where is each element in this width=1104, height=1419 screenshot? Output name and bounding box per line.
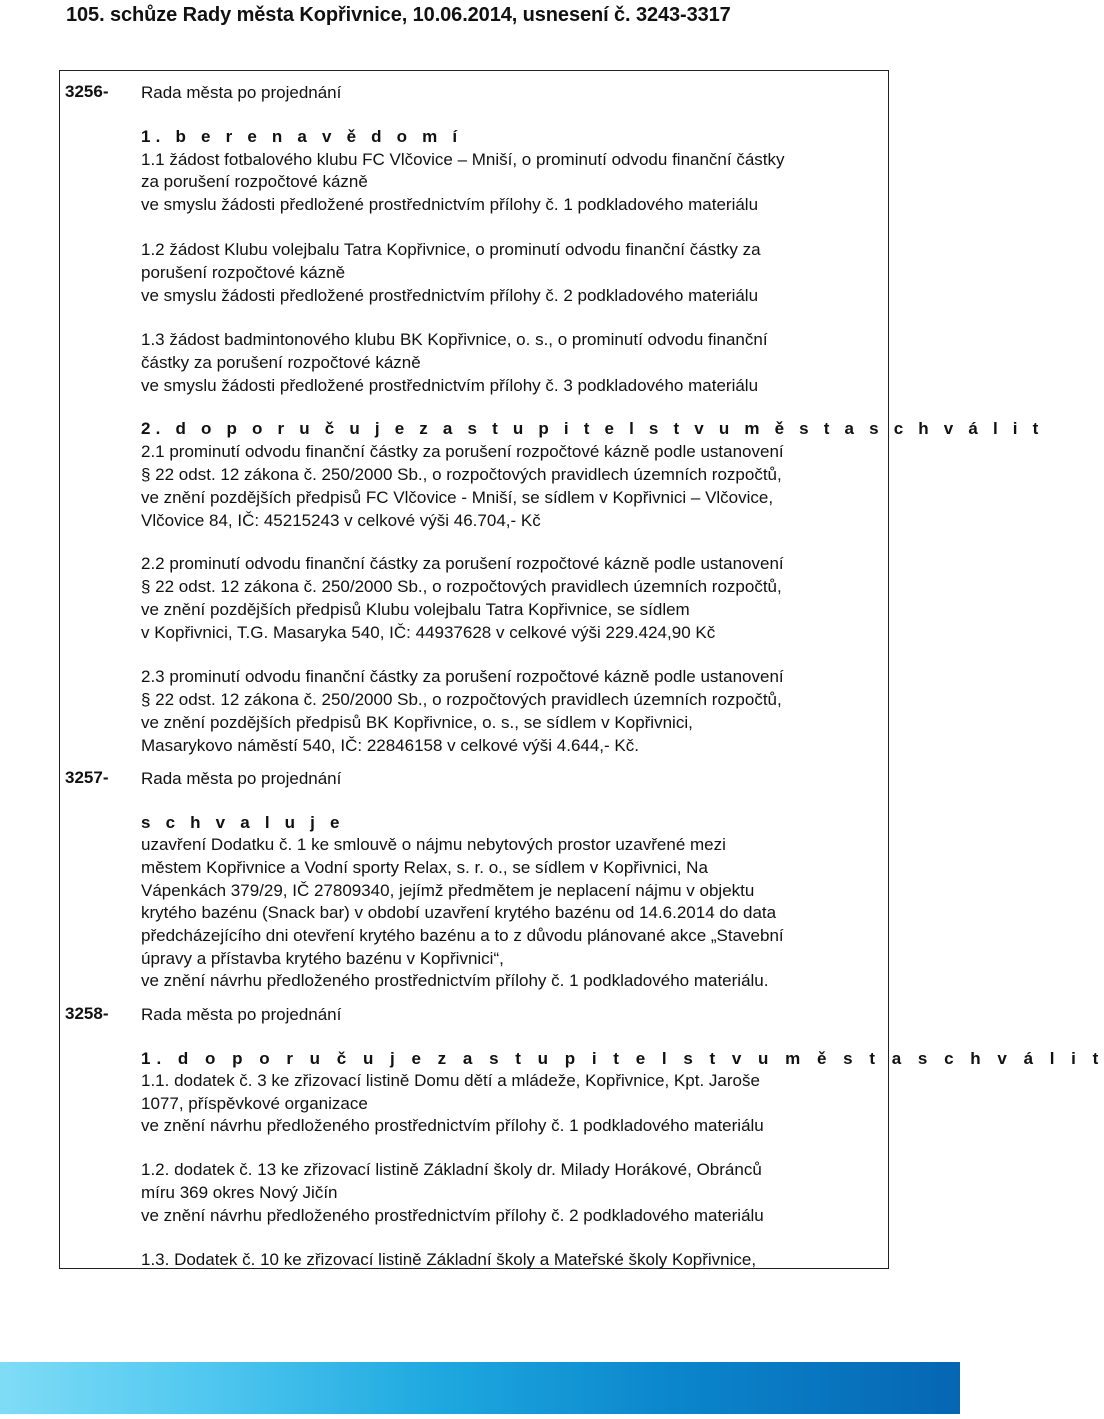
resolution-number: 3256- — [65, 82, 109, 101]
text-line: ve smyslu žádosti předložené prostřednictvím přílohy č. 3 podkladového materiálu — [141, 376, 759, 395]
section-heading: 2. d o p o r u č u j e z a s t u p i t e l s t v u m ě s t a s c h v á l i t — [141, 419, 1044, 438]
text-line: ve znění návrhu předloženého prostřednictvím přílohy č. 1 podkladového materiálu — [141, 1116, 764, 1135]
text-line: ve znění návrhu předloženého prostřednictvím přílohy č. 2 podkladového materiálu — [141, 1206, 764, 1225]
resolution-number: 3258- — [65, 1004, 109, 1023]
text-line: částky za porušení rozpočtové kázně — [141, 353, 421, 372]
text-line: 2.1 prominutí odvodu finanční částky za porušení rozpočtové kázně podle ustanovení — [141, 442, 784, 461]
text-line: ve znění pozdějších předpisů FC Vlčovice - Mniší, se sídlem v Kopřivnici – Vlčovice, — [141, 488, 774, 507]
text-line: 2.3 prominutí odvodu finanční částky za porušení rozpočtové kázně podle ustanovení — [141, 667, 784, 686]
section-heading: 1. d o p o r u č u j e z a s t u p i t e l s t v u m ě s t a s c h v á l i t — [141, 1049, 1104, 1068]
resolution-intro: Rada města po projednání — [141, 769, 342, 788]
resolution-intro: Rada města po projednání — [141, 1005, 342, 1024]
text-line: § 22 odst. 12 zákona č. 250/2000 Sb., o rozpočtových pravidlech územních rozpočtů, — [141, 577, 782, 596]
text-line: ve znění návrhu předloženého prostřednictvím přílohy č. 1 podkladového materiálu. — [141, 971, 769, 990]
text-line: 2.2 prominutí odvodu finanční částky za porušení rozpočtové kázně podle ustanovení — [141, 554, 784, 573]
text-line: za porušení rozpočtové kázně — [141, 172, 368, 191]
text-line: Masarykovo náměstí 540, IČ: 22846158 v celkové výši 4.644,- Kč. — [141, 736, 639, 755]
text-line: 1.3. Dodatek č. 10 ke zřizovací listině Základní školy a Mateřské školy Kopřivnice, — [141, 1250, 757, 1269]
text-line: ve znění pozdějších předpisů Klubu volejbalu Tatra Kopřivnice, se sídlem — [141, 600, 690, 619]
text-line: 1.1. dodatek č. 3 ke zřizovací listině Domu dětí a mládeže, Kopřivnice, Kpt. Jaroše — [141, 1071, 760, 1090]
text-line: 1.2 žádost Klubu volejbalu Tatra Kopřivnice, o prominutí odvodu finanční částky za — [141, 240, 761, 259]
resolution-number: 3257- — [65, 768, 109, 787]
text-line: 1.1 žádost fotbalového klubu FC Vlčovice – Mniší, o prominutí odvodu finanční částky — [141, 150, 785, 169]
footer-gradient-bar — [0, 1362, 960, 1414]
text-line: 1.3 žádost badmintonového klubu BK Kopřivnice, o. s., o prominutí odvodu finanční — [141, 330, 768, 349]
text-line: 1077, příspěvkové organizace — [141, 1094, 368, 1113]
text-line: městem Kopřivnice a Vodní sporty Relax, s. r. o., se sídlem v Kopřivnici, Na — [141, 858, 708, 877]
resolution-intro: Rada města po projednání — [141, 83, 342, 102]
section-heading: 1. b e r e n a v ě d o m í — [141, 127, 463, 146]
text-line: uzavření Dodatku č. 1 ke smlouvě o nájmu nebytových prostor uzavřené mezi — [141, 835, 726, 854]
text-line: předcházejícího dni otevření krytého bazénu a to z důvodu plánované akce „Stavební — [141, 926, 784, 945]
text-line: ve smyslu žádosti předložené prostřednictvím přílohy č. 2 podkladového materiálu — [141, 286, 759, 305]
text-line: 1.2. dodatek č. 13 ke zřizovací listině Základní školy dr. Milady Horákové, Obránců — [141, 1160, 762, 1179]
text-line: ve znění pozdějších předpisů BK Kopřivnice, o. s., se sídlem v Kopřivnici, — [141, 713, 693, 732]
text-line: ve smyslu žádosti předložené prostřednictvím přílohy č. 1 podkladového materiálu — [141, 195, 759, 214]
text-line: krytého bazénu (Snack bar) v období uzavření krytého bazénu od 14.6.2014 do data — [141, 903, 777, 922]
text-line: Vápenkách 379/29, IČ 27809340, jejímž předmětem je neplacení nájmu v objektu — [141, 881, 755, 900]
text-line: míru 369 okres Nový Jičín — [141, 1183, 338, 1202]
text-line: v Kopřivnici, T.G. Masaryka 540, IČ: 44937628 v celkové výši 229.424,90 Kč — [141, 623, 716, 642]
text-line: porušení rozpočtové kázně — [141, 263, 346, 282]
document-header: 105. schůze Rady města Kopřivnice, 10.06.2014, usnesení č. 3243-3317 — [66, 4, 731, 26]
section-heading: s c h v a l u j e — [141, 813, 345, 832]
text-line: § 22 odst. 12 zákona č. 250/2000 Sb., o rozpočtových pravidlech územních rozpočtů, — [141, 465, 782, 484]
text-line: úpravy a přístavba krytého bazénu v Kopřivnici“, — [141, 949, 504, 968]
text-line: § 22 odst. 12 zákona č. 250/2000 Sb., o rozpočtových pravidlech územních rozpočtů, — [141, 690, 782, 709]
text-line: Vlčovice 84, IČ: 45215243 v celkové výši 46.704,- Kč — [141, 511, 541, 530]
